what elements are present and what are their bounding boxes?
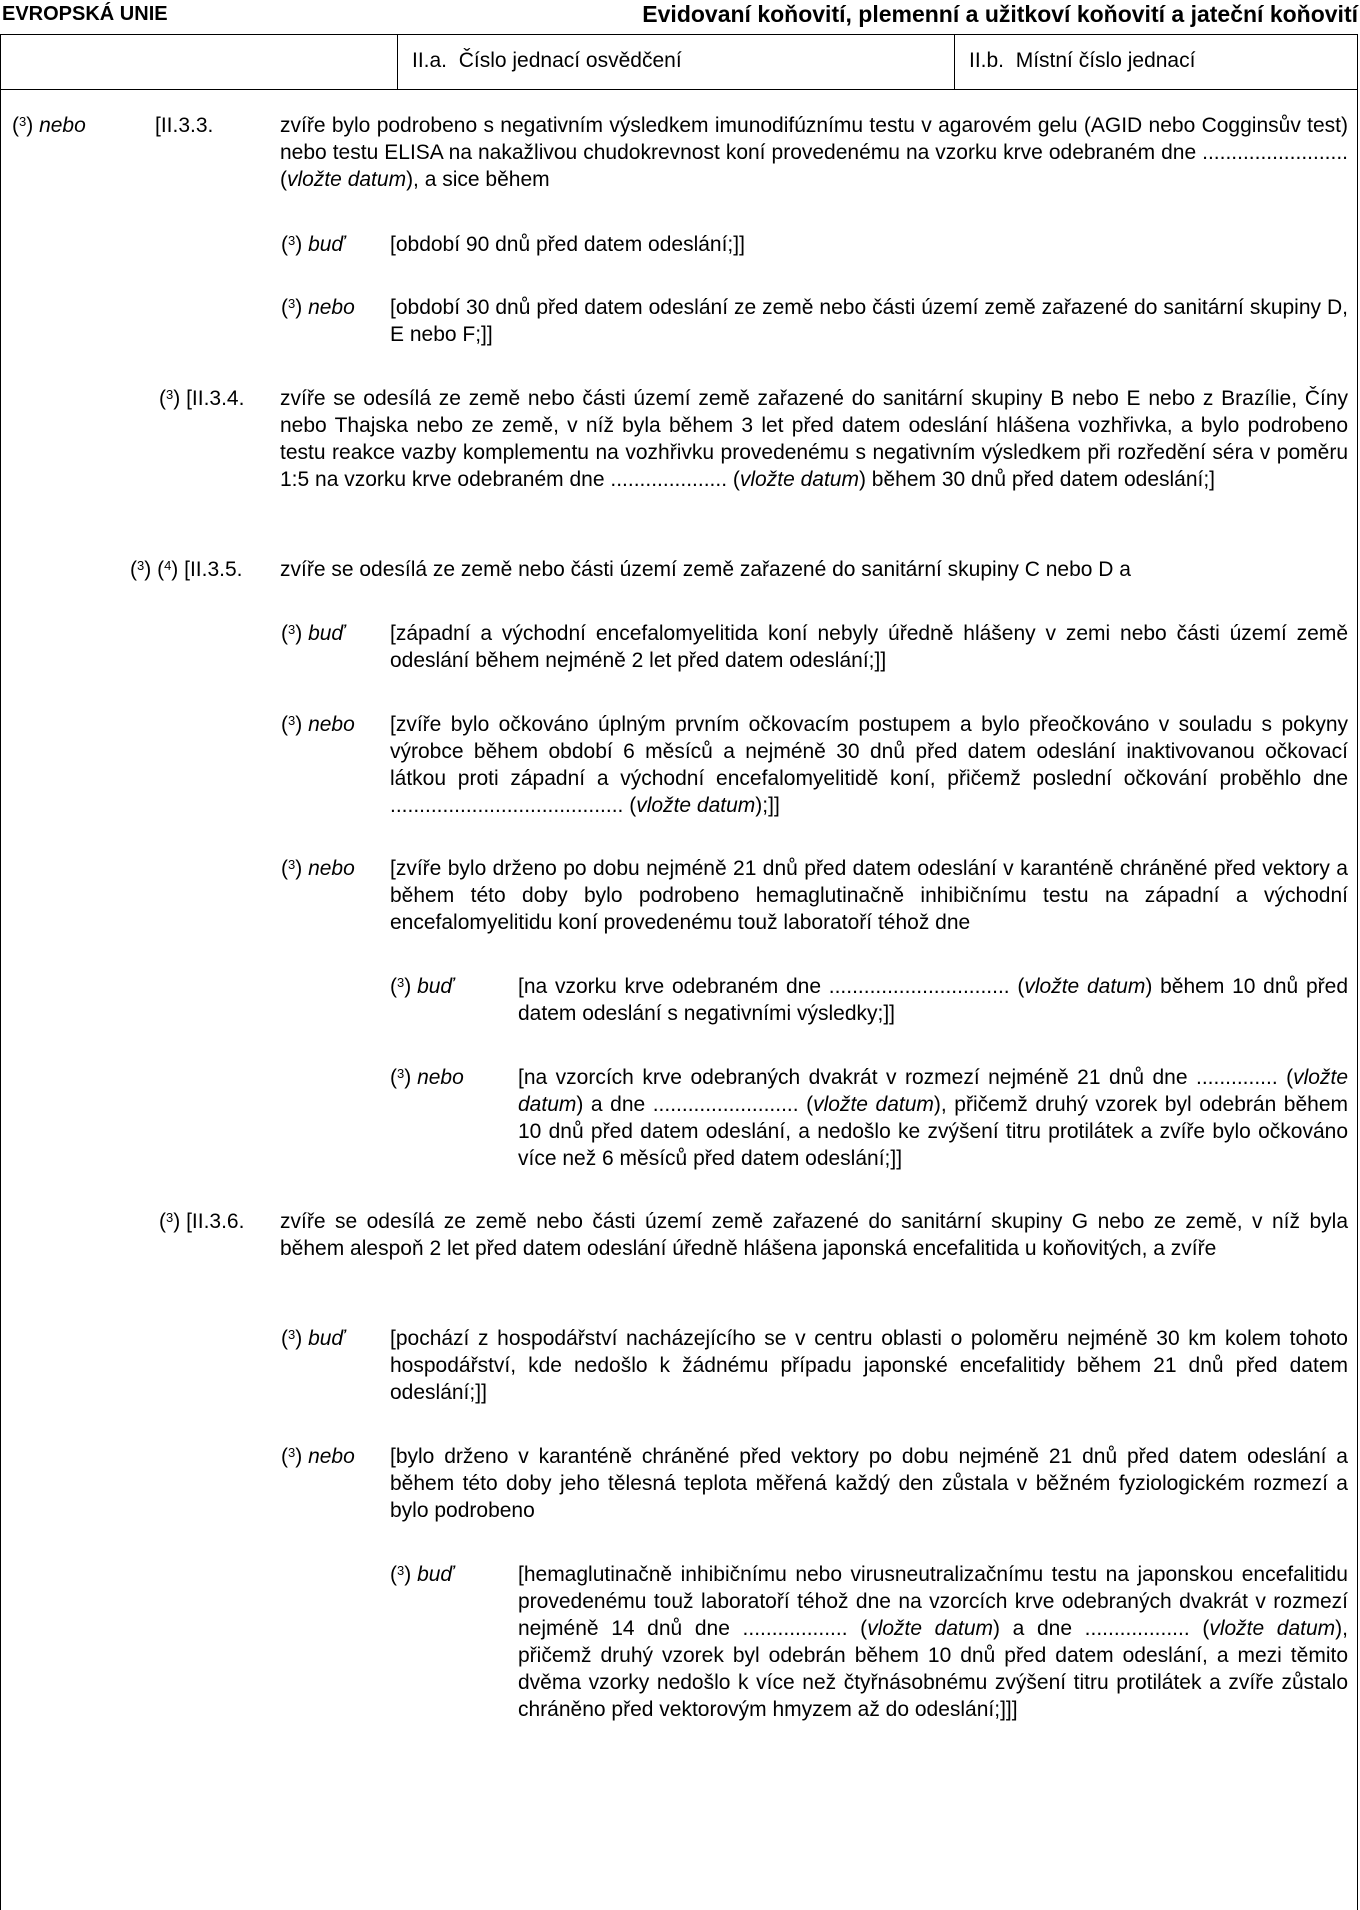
code-333: [II.3.3. <box>155 114 214 137</box>
para-336: zvíře se odesílá ze země nebo části území země zařazené do sanitární skupiny G nebo ze země, v níž byla během alespoň 2 let před datem odeslání úředně hlášena japonská encefalitida u koňovitých, a zvíře <box>280 1210 1348 1260</box>
marker-336b1: ($^3$) buď <box>390 1563 454 1586</box>
marker-336: ($^3$) [II.3.6. <box>159 1210 245 1233</box>
para-335a: [západní a východní encefalomyelitida koní nebyly úředně hlášeny v zemi nebo části území země odeslání během nejméně 2 let před datem odeslání;]] <box>390 622 1348 672</box>
para-336b: [bylo drženo v karanténě chráněné před vektory po dobu nejméně 21 dnů před datem odeslání a během této doby jeho tělesná teplota měřená každý den zůstala v běžném fyziologickém rozmezí a bylo podrobeno <box>390 1445 1348 1522</box>
para-335c1: [na vzorku krve odebraném dne ............................... (vložte datum) během 10 dnů před datem odeslání s negativními výsledky;]] <box>518 975 1348 1025</box>
para-333b: [období 30 dnů před datem odeslání ze země nebo části území země zařazené do sanitární skupiny D, E nebo F;]] <box>390 296 1348 346</box>
para-333: zvíře bylo podrobeno s negativním výsledkem imunodifúznímu testu v agarovém gelu (AGID nebo Cogginsův test) nebo testu ELISA na nakažlivou chudokrevnost koní provedenému na vzorku krve odebraném dne ......................... (vložte datum), a sice během <box>280 114 1348 191</box>
marker-335c: ($^3$) nebo <box>281 857 355 880</box>
marker-335c2: ($^3$) nebo <box>390 1066 464 1089</box>
marker-335b: ($^3$) nebo <box>281 713 355 736</box>
ref-number-cell: II.a. Číslo jednací osvědčení <box>412 49 682 72</box>
marker-333a: ($^3$) buď <box>281 233 345 256</box>
marker-335: ($^3$) ($^4$) [II.3.5. <box>130 558 243 581</box>
para-335: zvíře se odesílá ze země nebo části území země zařazené do sanitární skupiny C nebo D a <box>280 558 1131 581</box>
marker-336b: ($^3$) nebo <box>281 1445 355 1468</box>
para-335c2: [na vzorcích krve odebraných dvakrát v rozmezí nejméně 21 dnů dne .............. (vložte datum) a dne ......................... (vložte datum), přičemž druhý vzorek byl odebrán během 10 dnů před datem odeslání, a nedošlo ke zvýšení titru protilátek a zvíře bylo očkováno více než 6 měsíců před datem odeslání;]] <box>518 1066 1349 1170</box>
para-335c: [zvíře bylo drženo po dobu nejméně 21 dnů před datem odeslání v karanténě chráněné před vektory a během této doby bylo podrobeno hemaglutinačně inhibičnímu testu na západní a východní encefalomyelitidu koní provedenému touž laboratoří téhož dne <box>390 857 1348 934</box>
local-ref-cell: II.b. Místní číslo jednací <box>969 49 1196 72</box>
marker-335c1: ($^3$) buď <box>390 975 454 998</box>
para-336a: [pochází z hospodářství nacházejícího se v centru oblasti o poloměru nejméně 30 km kolem tohoto hospodářství, kde nedošlo k žádnému případu japonské encefalitidy během 21 dnů před datem odeslání;]] <box>390 1327 1348 1404</box>
marker-333b: ($^3$) nebo <box>281 296 355 319</box>
para-336b1: [hemaglutinačně inhibičnímu nebo virusneutralizačnímu testu na japonskou encefalitidu provedenému touž laboratoří téhož dne na vzorcích krve odebraných dvakrát v rozmezí nejméně 14 dnů dne .................. (vložte datum) a dne .................. (vložte datum), přičemž druhý vzorek byl odebrán během 10 dnů před datem odeslání, a mezi těmito dvěma vzorky nedošlo k více než čtyřnásobnému zvýšení titru protilátek a zvíře zůstalo chráněno před vektorovým hmyzem až do odeslání;]]] <box>518 1563 1348 1721</box>
reference-row <box>1 35 1357 90</box>
marker-336a: ($^3$) buď <box>281 1327 345 1350</box>
header-eu: EVROPSKÁ UNIE <box>2 3 168 25</box>
marker-334: ($^3$) [II.3.4. <box>159 387 245 410</box>
para-333a: [období 90 dnů před datem odeslání;]] <box>390 233 745 256</box>
marker-335a: ($^3$) buď <box>281 622 345 645</box>
para-335b: [zvíře bylo očkováno úplným prvním očkovacím postupem a bylo přeočkováno v souladu s pokyny výrobce během období 6 měsíců a nejméně 30 dnů před datem odeslání inaktivovanou očkovací látkou proti západní a východní encefalomyelitidě koní, přičemž poslední očkování proběhlo dne ........................................ (vložte datum);]] <box>390 713 1348 817</box>
para-334: zvíře se odesílá ze země nebo části území země zařazené do sanitární skupiny B nebo E nebo z Brazílie, Číny nebo Thajska nebo ze země, v níž byla během 3 let před datem odeslání hlášena vozhřivka, a bylo podrobeno testu reakce vazby komplementu na vozhřivku provedenému s negativním výsledkem při rozředění séra v poměru 1:5 na vzorku krve odebraném dne .................... (vložte datum) během 30 dnů před datem odeslání;] <box>280 387 1348 491</box>
header-title: Evidovaní koňovití, plemenní a užitkoví koňovití a jateční koňovití <box>642 1 1358 27</box>
marker-333: ($^3$) nebo <box>12 114 86 137</box>
